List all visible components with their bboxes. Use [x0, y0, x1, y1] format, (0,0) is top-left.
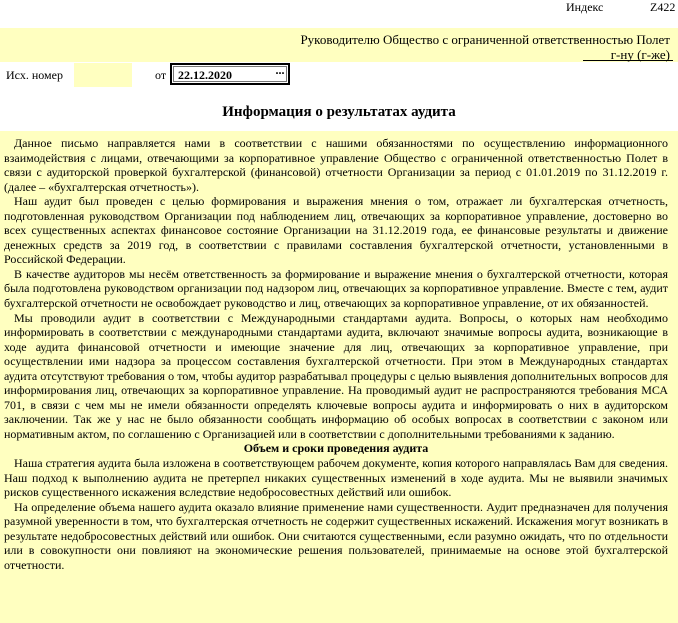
paragraph-materiality: На определение объема нашего аудита оказало влияние применение нами существенности. Аудит предназначен для получения разумной уверенности в том, что бухгалтерская отчетность не содержит существенных искажений. Искажения могут возникать в результате недобросовестных действий или ошибок. Они считаются существенными, если разумно ожидать, что по отдельности или в совокупности они повлияют на экономические решения пользователей, принимаемые на основе этой бухгалтерской отчетности.	[4, 499, 668, 572]
index-label: Индекс	[566, 0, 604, 14]
recipient-organization: Руководителю Общество с ограниченной ответственностью Полет	[300, 32, 670, 47]
date-picker-button[interactable]: ···	[274, 66, 284, 80]
outgoing-number-label: Исх. номер	[6, 68, 63, 82]
recipient-name-blank[interactable]	[583, 60, 673, 61]
document-body	[4, 136, 668, 572]
recipient-person-label: г-ну (г-же)	[610, 47, 670, 62]
date-field[interactable]	[170, 63, 290, 85]
date-from-label: от	[155, 68, 167, 82]
date-value[interactable]: 22.12.2020	[178, 68, 232, 82]
outgoing-number-input[interactable]	[74, 63, 132, 87]
paragraph-audit-purpose: Наш аудит был проведен с целью формирования и выражения мнения о том, отражает ли бухгалтерская отчетность, подготовленная руководством Организации под наблюдением лиц, отвечающих за корпоративное управление, достоверно во всех существенных аспектах финансовое состояние Организации на 31.12.2019 года, ее финансовые результаты и движение денежных средств за 2019 год, в соответствии с правилами составления бухгалтерской отчетности, установленными в Российской Федерации.	[4, 194, 668, 267]
document-title: Информация о результатах аудита	[222, 104, 456, 120]
paragraph-strategy: Наша стратегия аудита была изложена в соответствующем рабочем документе, копия которого направлялась Вам для сведения. Наш подход к выполнению аудита не претерпел никаких существенных изменений в ходе аудита. Мы не выявили значимых рисков существенного искажения вследствие недобросовестных действий или ошибок.	[4, 456, 668, 500]
paragraph-responsibility: В качестве аудиторов мы несём ответственность за формирование и выражение мнения о бухгалтерской отчетности, которая была подготовлена руководством организации под надзором лиц, отвечающих за корпоративное управление. Вместе с тем, аудит бухгалтерской отчетности не освобождает руководство и лиц, отвечающих за корпоративное управление, от их обязанностей.	[4, 266, 668, 311]
index-code: Z422	[650, 0, 676, 14]
section-heading-scope: Объем и сроки проведения аудита	[243, 441, 429, 456]
paragraph-intro: Данное письмо направляется нами в соответствии с нашими обязанностями по осуществлению информационного взаимодействия с лицами, отвечающими за корпоративное управление Общество с ограниченной ответственностью Полет в связи с аудиторской проверкой бухгалтерской (финансовой) отчетности Организации за период с 01.01.2019 по 31.12.2019 г. (далее – «бухгалтерская отчетность»).	[4, 136, 668, 194]
paragraph-standards: Мы проводили аудит в соответствии с Международными стандартами аудита. Вопросы, о которых нам необходимо информировать в соответствии с международными стандартами аудита, включают значимые вопросы аудита, возникающие в ходе аудита финансовой отчетности и имеющие значение для лиц, отвечающих за корпоративное управление, при осуществлении ими надзора за процессом составления бухгалтерской отчетности. При этом в Международных стандартах аудита отсутствуют требования о том, чтобы аудитор разрабатывал процедуры с целью выявления дополнительных вопросов для информирования лиц, отвечающих за корпоративное управление. На проводимый аудит не распространяются требования МСА 701, в связи с чем мы не имели обязанности определять ключевые вопросы аудита и информировать о них в аудиторском заключении. Так же у нас не было обязанности сообщать информацию об особых вопросах в соответствии с законом или нормативным актом, по соглашению с Организацией или в соответствии с дополнительными требованиями к заданию.	[4, 310, 668, 441]
